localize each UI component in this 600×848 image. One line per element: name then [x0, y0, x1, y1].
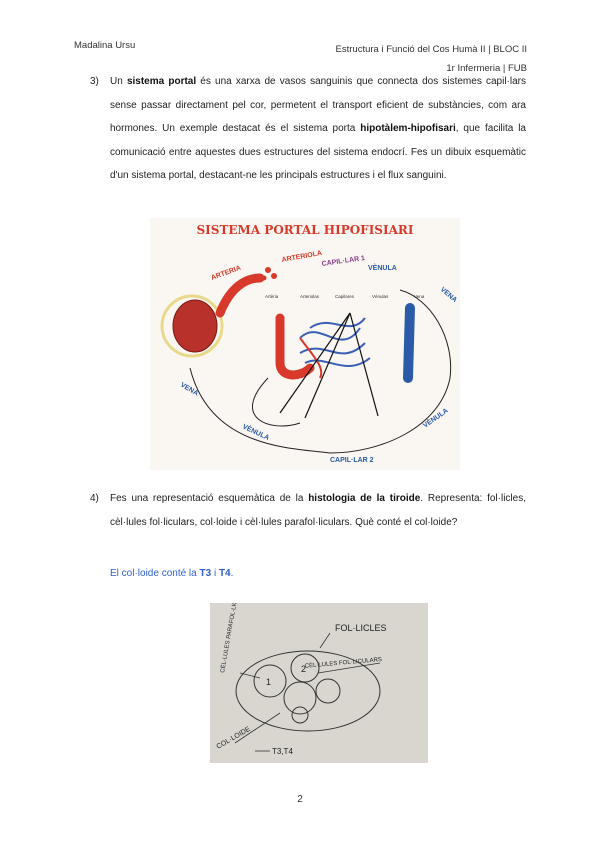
question-4-text: Fes una representació esquemàtica de la histologia de la tiroide. Representa: fol·licles, cèl·lules fol·liculars, col·loide i cèl·lules parafol·liculars. Què conté el col·loide? — [110, 493, 526, 528]
label-small-vena: Vena — [414, 294, 425, 299]
portal-system-drawing — [150, 218, 460, 470]
header-group: 1r Infermeria | FUB — [446, 63, 527, 74]
follicle-3 — [284, 682, 316, 714]
header-author: Madalina Ursu — [74, 40, 136, 51]
question-3-text: Un sistema portal és una xarxa de vasos sanguinis que connecta dos sistemes capil·lars sense passar directament pel cor, permetent el transport eficient de substàncies, com ara hormones. Un exemple destacat és el sistema porta hipotàlem-hipofisari, que facilita la comunicació entre aquestes dues estructures del sistema endocrí. Fes un dibuix esquemàtic d'un sistema portal, destacant-ne les principals estructures i el flux sanguini. — [110, 76, 526, 181]
label-small-arteria: Artèria — [265, 294, 279, 299]
label-parafolliculars: CÈL·LULES PARAFOL·LICULARS — [220, 603, 243, 674]
label-capillar-1: CAPIL·LAR 1 — [321, 254, 366, 268]
label-small-venulas: Vénulas — [372, 294, 389, 299]
label-folicles: FOL·LICLES — [335, 623, 387, 633]
follicle-number-1: 1 — [266, 677, 272, 687]
label-capillar-2: CAPIL·LAR 2 — [330, 457, 374, 464]
answer-text: El col·loide conté la T3 i T4. — [110, 568, 234, 579]
artery-shape — [220, 278, 260, 313]
portal-system-figure — [150, 218, 460, 470]
circulation-loop-left — [252, 378, 300, 426]
label-venula-right: VÈNULA — [422, 407, 450, 430]
question-3 — [90, 70, 526, 188]
question-3-number: 3) — [90, 76, 99, 87]
label-venula-top: VÈNULA — [368, 265, 397, 272]
label-small-arteriolas: Arteriolas — [300, 294, 320, 299]
heart-icon — [173, 300, 217, 352]
label-arteria: ARTERIA — [210, 264, 242, 282]
label-coloide: COL·LOIDE — [215, 725, 252, 751]
follicle-4 — [316, 679, 340, 703]
label-t3t4: T3,T4 — [272, 747, 293, 756]
thyroid-histology-figure — [210, 603, 428, 763]
follicle-5 — [292, 707, 308, 723]
label-small-capilares: Capilares — [335, 294, 355, 299]
label-vena-right: VENA — [438, 286, 459, 305]
vein-tube — [408, 308, 410, 378]
figure-title: SISTEMA PORTAL HIPOFISIARI — [196, 223, 414, 237]
follicle-number-2: 2 — [301, 664, 307, 674]
header-course: Estructura i Funció del Cos Humà II | BLOC II — [335, 44, 527, 55]
label-arteriola: ARTERIOLA — [281, 249, 323, 264]
label-foliculars: CÈL·LULES FOL·LICULARS — [304, 657, 383, 670]
label-venula-left: VÈNULA — [241, 423, 271, 442]
capillary-bed — [300, 318, 370, 366]
thyroid-sketch — [210, 603, 428, 763]
page-number: 2 — [297, 794, 303, 805]
label-vena-left: VENA — [179, 381, 200, 398]
question-4-number: 4) — [90, 493, 99, 504]
question-4 — [90, 487, 526, 534]
